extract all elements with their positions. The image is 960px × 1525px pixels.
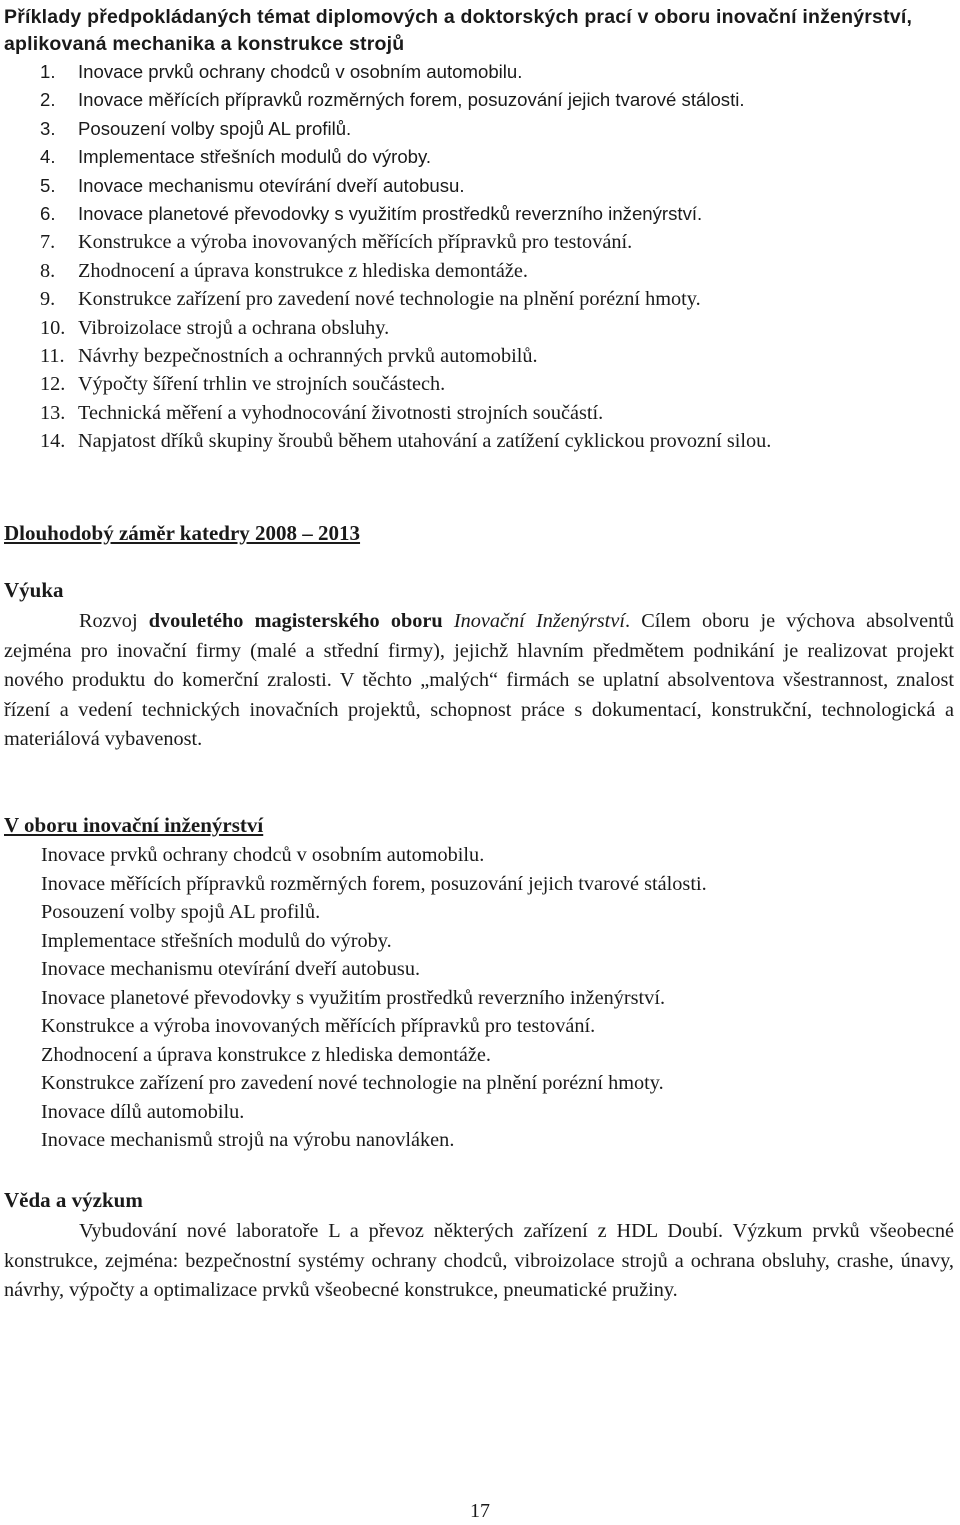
veda-heading: Věda a výzkum	[4, 1188, 143, 1212]
obor-list	[41, 841, 707, 1155]
topic-list	[40, 58, 955, 455]
item-number: 7.	[40, 231, 56, 254]
item-number: 8.	[40, 259, 56, 282]
list-item: Inovace prvků ochrany chodců v osobním automobilu.	[41, 844, 485, 866]
list-item	[40, 143, 955, 171]
item-text: Výpočty šíření trhlin ve strojních součástech.	[78, 373, 446, 396]
item-text: Inovace měřících přípravků rozměrných forem, posuzování jejich tvarové stálosti.	[78, 89, 745, 111]
veda-text: Vybudování nové laboratoře L a převoz některých zařízení z HDL Doubí. Výzkum prvků všeobecné konstrukce, zejména: bezpečnostní systémy ochrany chodců, vibroizolace strojů a ochrana obsluhy, crashe, únavy, návrhy, výpočty a optimalizace prvků všeobecné konstrukce, pneumatické pružiny.	[4, 1220, 954, 1301]
list-item	[40, 58, 955, 86]
item-text: Návrhy bezpečnostních a ochranných prvků automobilů.	[78, 344, 538, 367]
list-item	[40, 228, 955, 256]
item-number: 13.	[40, 401, 66, 424]
list-item	[40, 399, 955, 427]
item-text: Konstrukce zařízení pro zavedení nové technologie na plnění porézní hmoty.	[78, 288, 701, 311]
vyuka-text-rest: . Cílem oboru je výchova absolventů zejména pro inovační firmy (malé a střední firmy), jejichž hlavním předmětem podnikání je realizovat projekt nového produktu do komerční zralosti. V těchto „malých“ firmách se uplatní absolventova všestrannost, znalost řízení a vedení technických inovačních projektů, schopnost práce s dokumentací, konstrukční, technologická a materiálová vybavenost.	[4, 610, 955, 750]
list-item: Posouzení volby spojů AL profilů.	[41, 901, 321, 923]
obor-heading: V oboru inovační inženýrství	[4, 813, 264, 837]
list-item	[40, 342, 955, 370]
vyuka-text-italic: Inovační Inženýrství	[453, 610, 625, 632]
item-text: Napjatost dříků skupiny šroubů během utahování a zatížení cyklickou provozní silou.	[78, 430, 772, 453]
list-item: Inovace mechanismu otevírání dveří autobusu.	[41, 958, 421, 980]
list-item	[40, 370, 955, 398]
list-item: Implementace střešních modulů do výroby.	[41, 929, 392, 952]
list-item	[40, 314, 955, 342]
item-text: Zhodnocení a úprava konstrukce z hlediska demontáže.	[78, 259, 528, 282]
vyuka-heading: Výuka	[4, 578, 64, 602]
list-item	[40, 427, 955, 455]
vyuka-text-bold: dvouletého magisterského oboru	[148, 610, 443, 632]
vyuka-paragraph	[4, 607, 954, 755]
list-item	[40, 115, 955, 143]
list-item: Zhodnocení a úprava konstrukce z hlediska demontáže.	[41, 1043, 491, 1066]
list-item	[40, 200, 955, 228]
item-number: 2.	[40, 89, 56, 111]
list-item	[40, 172, 955, 200]
list-item	[40, 86, 955, 114]
item-number: 12.	[40, 373, 66, 396]
item-text: Technická měření a vyhodnocování životnosti strojních součástí.	[78, 401, 604, 424]
item-text: Inovace planetové převodovky s využitím prostředků reverzního inženýrství.	[78, 202, 703, 224]
page-title: Příklady předpokládaných témat diplomových a doktorských prací v oboru inovační inženýrství, aplikovaná mechanika a konstrukce strojů	[4, 6, 913, 55]
item-number: 11.	[40, 344, 65, 367]
item-number: 3.	[40, 117, 56, 139]
list-item: Konstrukce a výroba inovovaných měřících přípravků pro testování.	[41, 1015, 596, 1037]
list-item: Inovace mechanismů strojů na výrobu nanovláken.	[41, 1129, 455, 1151]
list-item	[40, 285, 955, 313]
page-number: 17	[470, 1500, 490, 1522]
item-text: Inovace mechanismu otevírání dveří autobusu.	[78, 174, 465, 196]
veda-paragraph	[4, 1217, 954, 1306]
item-text: Posouzení volby spojů AL profilů.	[78, 117, 352, 139]
item-number: 10.	[40, 316, 66, 339]
list-item: Inovace měřících přípravků rozměrných forem, posuzování jejich tvarové stálosti.	[41, 872, 707, 895]
item-text: Konstrukce a výroba inovovaných měřících přípravků pro testování.	[78, 231, 633, 254]
item-number: 4.	[40, 146, 56, 168]
list-item: Konstrukce zařízení pro zavedení nové technologie na plnění porézní hmoty.	[41, 1072, 664, 1094]
item-number: 5.	[40, 174, 56, 196]
vyuka-text-space	[443, 610, 454, 632]
item-number: 14.	[40, 430, 66, 453]
item-number: 6.	[40, 202, 56, 224]
list-item	[40, 257, 955, 285]
item-text: Vibroizolace strojů a ochrana obsluhy.	[78, 316, 390, 339]
item-number: 1.	[40, 61, 56, 82]
vyuka-text-start: Rozvoj	[79, 610, 149, 632]
list-item: Inovace dílů automobilu.	[41, 1100, 245, 1123]
item-number: 9.	[40, 288, 56, 311]
item-text: Inovace prvků ochrany chodců v osobním automobilu.	[78, 61, 523, 82]
item-text: Implementace střešních modulů do výroby.	[78, 146, 432, 168]
list-item: Inovace planetové převodovky s využitím prostředků reverzního inženýrství.	[41, 986, 666, 1009]
plan-heading: Dlouhodobý záměr katedry 2008 – 2013	[4, 521, 361, 545]
